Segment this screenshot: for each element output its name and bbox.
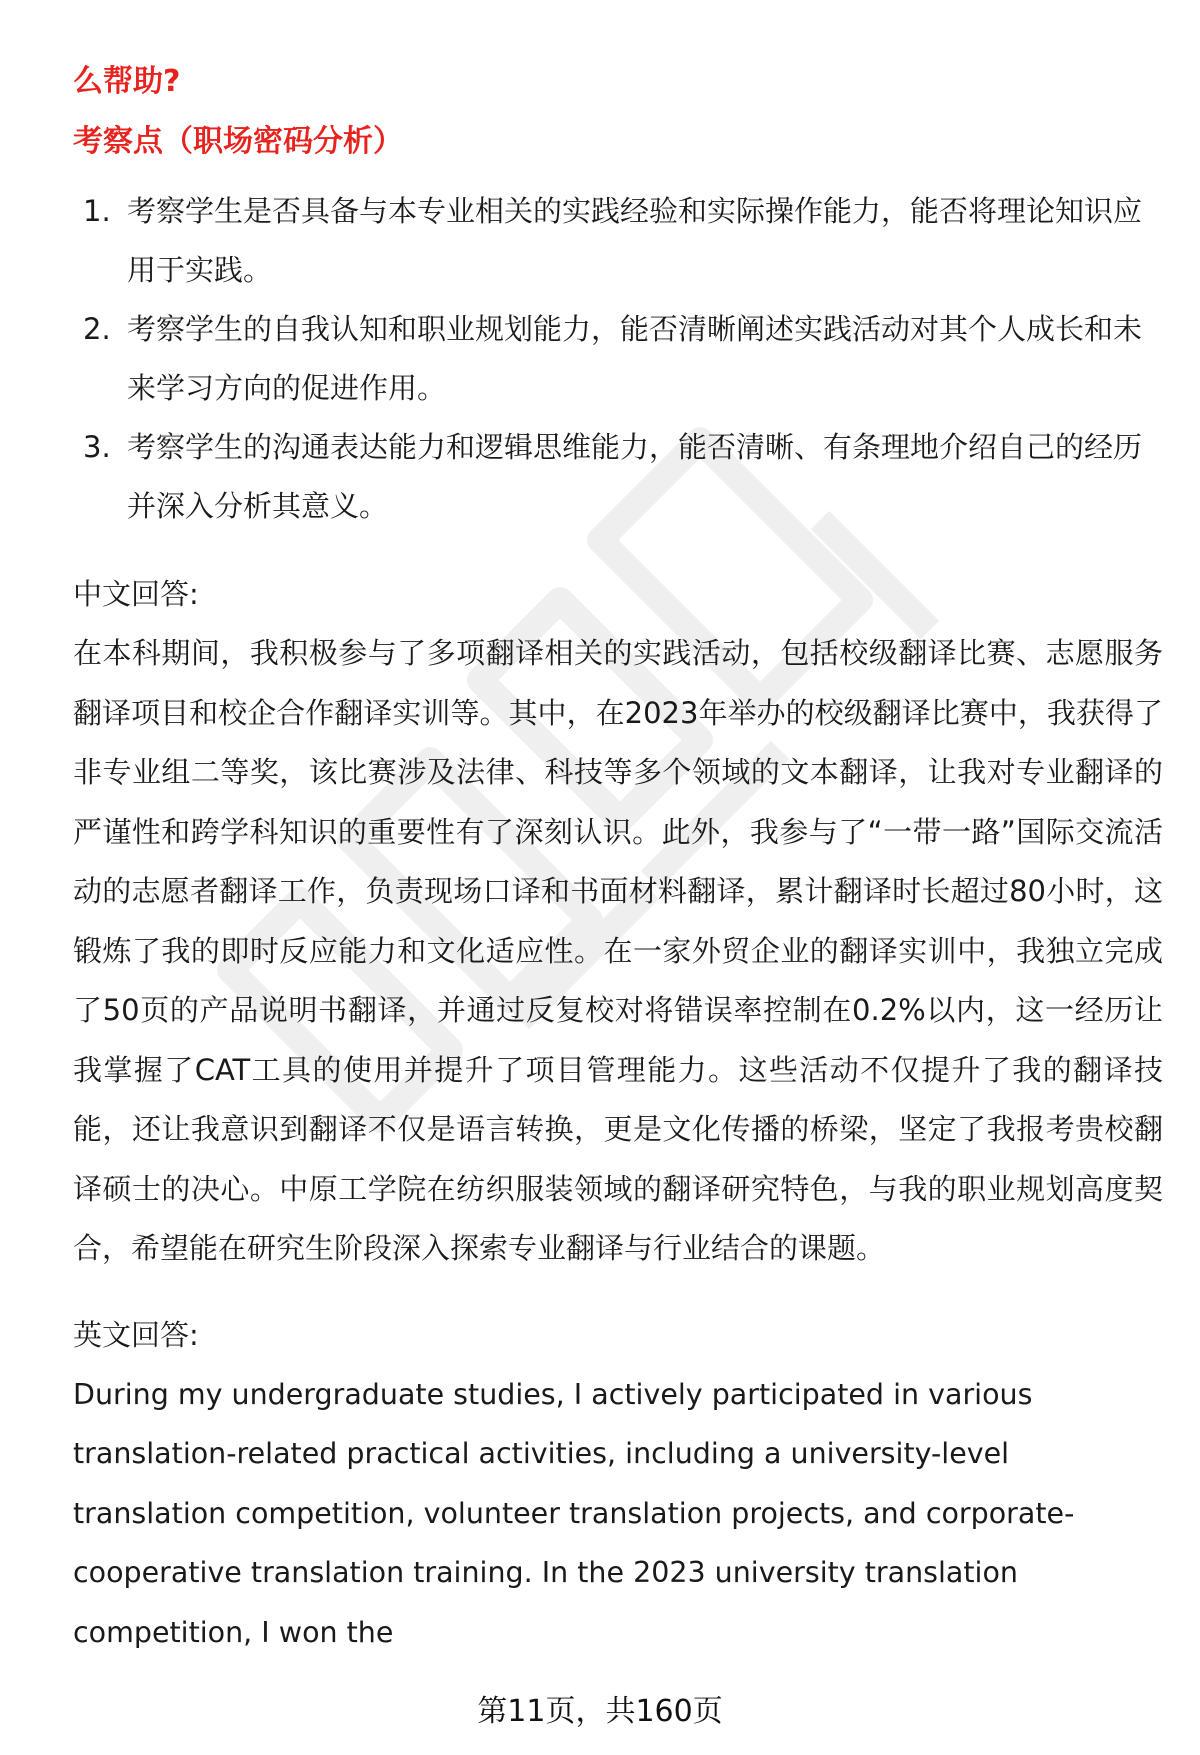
exam-points-heading: 考察点（职场密码分析）: [73, 124, 403, 159]
list-item: [73, 300, 1163, 418]
list-item-text: 考察学生是否具备与本专业相关的实践经验和实际操作能力，能否将理论知识应用于实践。: [127, 194, 1143, 287]
list-item-number: 3.: [83, 430, 111, 464]
list-item: [73, 418, 1163, 536]
chinese-answer-text: 在本科期间，我积极参与了多项翻译相关的实践活动，包括校级翻译比赛、志愿服务翻译项目和校企合作翻译实训等。其中，在2023年举办的校级翻译比赛中，我获得了非专业组二等奖，该比赛涉及法律、科技等多个领域的文本翻译，让我对专业翻译的严谨性和跨学科知识的重要性有了深刻认识。此外，我参与了“一带一路”国际交流活动的志愿者翻译工作，负责现场口译和书面材料翻译，累计翻译时长超过80小时，这锻炼了我的即时反应能力和文化适应性。在一家外贸企业的翻译实训中，我独立完成了50页的产品说明书翻译，并通过反复校对将错误率控制在0.2%以内，这一经历让我掌握了CAT工具的使用并提升了项目管理能力。这些活动不仅提升了我的翻译技能，还让我意识到翻译不仅是语言转换，更是文化传播的桥梁，坚定了我报考贵校翻译硕士的决心。中原工学院在纺织服装领域的翻译研究特色，与我的职业规划高度契合，希望能在研究生阶段深入探索专业翻译与行业结合的课题。: [73, 636, 1163, 1265]
page-content: [73, 55, 1163, 1662]
list-item-text: 考察学生的沟通表达能力和逻辑思维能力，能否清晰、有条理地介绍自己的经历并深入分析其意义。: [127, 430, 1143, 523]
continued-question-tail: 么帮助?: [73, 64, 181, 99]
english-answer-text: During my undergraduate studies, I actively participated in various translation-related practical activities, including a university-level translation competition, volunteer translation projects, and corporate-cooperative translation training. In the 2023 university translation competition, I won the: [73, 1377, 1075, 1649]
english-answer-label: 英文回答:: [73, 1317, 199, 1352]
chinese-answer-label: 中文回答:: [73, 577, 199, 611]
list-item-number: 2.: [83, 312, 111, 346]
page-number-footer: 第11页，共160页: [0, 1692, 1200, 1732]
exam-points-list: [73, 182, 1163, 536]
list-item: [73, 182, 1163, 300]
list-item-number: 1.: [83, 194, 111, 228]
list-item-text: 考察学生的自我认知和职业规划能力，能否清晰阐述实践活动对其个人成长和未来学习方向的促进作用。: [127, 312, 1143, 405]
